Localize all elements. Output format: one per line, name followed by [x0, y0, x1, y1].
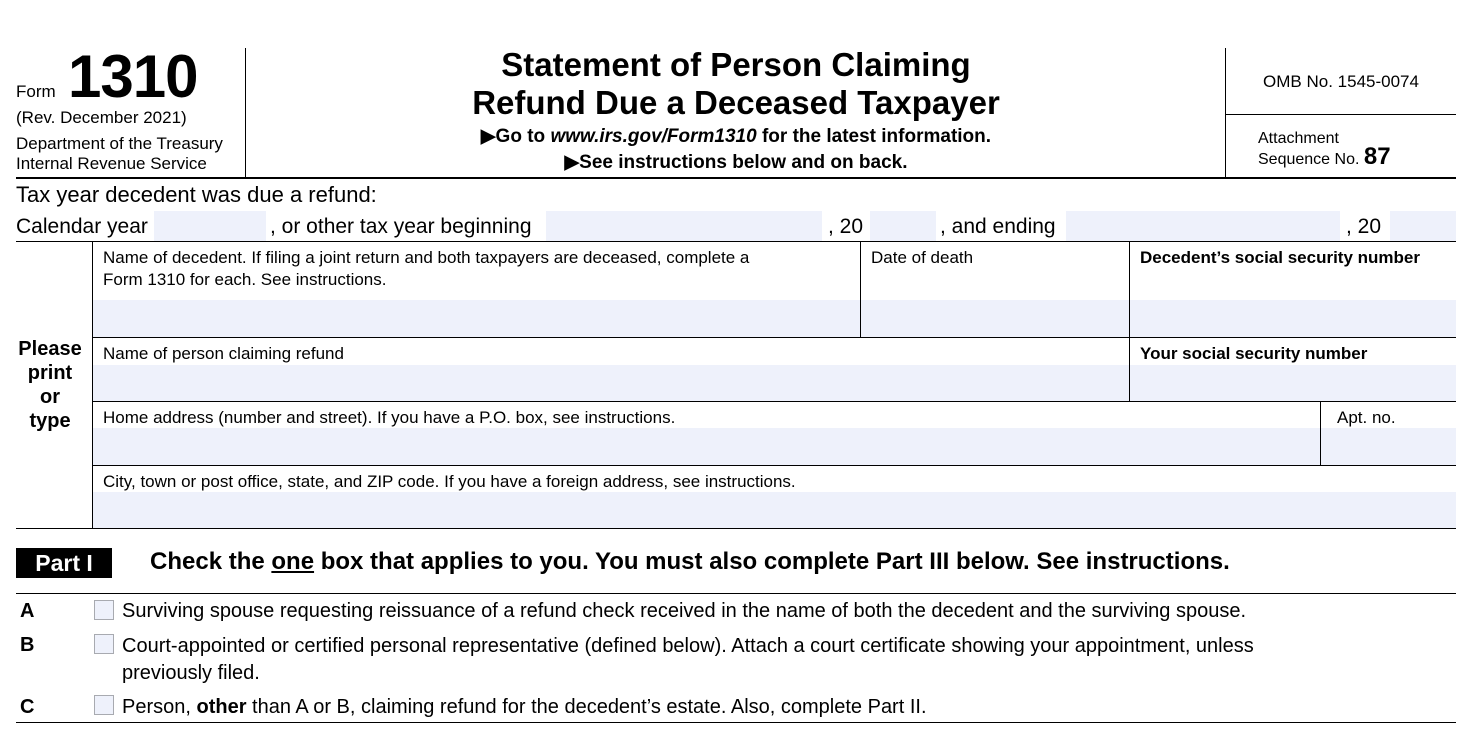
form-revision: (Rev. December 2021): [16, 108, 187, 127]
option-c-text-after: than A or B, claiming refund for the decedent’s estate. Also, complete Part II.: [246, 696, 927, 718]
option-a-text: Surviving spouse requesting reissuance of a refund check received in the name of both the decedent and the surviving spouse.: [122, 600, 1247, 622]
part1-instr-underlined: one: [271, 548, 315, 575]
department-name: Department of the Treasury: [16, 134, 223, 153]
attachment-block: [1258, 130, 1456, 169]
apt-no-label: Apt. no.: [1337, 408, 1396, 427]
option-a-letter: A: [20, 600, 35, 622]
header-divider-left: [245, 48, 246, 178]
other-tax-year-beginning-label: , or other tax year beginning: [270, 215, 532, 238]
attachment-label: Attachment: [1258, 130, 1339, 147]
form-title-block: [250, 46, 1222, 176]
tax-year-heading: Tax year decedent was due a refund:: [16, 182, 377, 207]
form-number: 1310: [68, 43, 198, 110]
part1-bottom-rule: [16, 722, 1456, 723]
side-label-line1: Please: [18, 338, 82, 360]
form-title-line1: Statement of Person Claiming: [501, 46, 971, 83]
apt-no-field[interactable]: [1321, 428, 1456, 465]
comma-20-label-b: , 20: [1346, 215, 1382, 238]
city-state-zip-label: City, town or post office, state, and ZIP code. If you have a foreign address, see instructions.: [103, 472, 796, 491]
and-ending-label: , and ending: [940, 215, 1056, 238]
goto-prefix: Go to: [495, 126, 551, 147]
part1-instr-after: box that applies to you. You must also complete Part III below. See instructions.: [314, 548, 1230, 575]
see-instructions-line: [250, 150, 1222, 176]
right-triangle-icon: ▶: [564, 152, 580, 173]
sequence-row: [1258, 143, 1456, 170]
part1-instr-before: Check the: [150, 548, 272, 575]
option-b-text-line1: Court-appointed or certified personal representative (defined below). Attach a court certificate showing your appointment, unless: [122, 635, 1254, 657]
date-of-death-field[interactable]: [861, 300, 1129, 337]
home-address-label: Home address (number and street). If you have a P.O. box, see instructions.: [103, 408, 676, 427]
row1-bottom-rule: [93, 337, 1456, 338]
see-instructions-text: See instructions below and on back.: [579, 152, 908, 173]
goto-url[interactable]: www.irs.gov/Form1310: [550, 126, 757, 147]
option-c-text-bold: other: [196, 696, 247, 718]
service-name: Internal Revenue Service: [16, 154, 207, 173]
decedent-ssn-label: Decedent’s social security number: [1140, 248, 1420, 267]
sequence-label: Sequence No.: [1258, 151, 1360, 168]
form-id-block: [16, 44, 244, 178]
option-b-text-line2: previously filed.: [122, 662, 260, 684]
option-a-checkbox[interactable]: [94, 600, 114, 620]
decedent-name-field[interactable]: [93, 300, 860, 337]
claimant-name-label: Name of person claiming refund: [103, 344, 344, 363]
home-address-field[interactable]: [93, 428, 1320, 465]
tax-year-beginning-input[interactable]: [546, 211, 822, 241]
omb-number: OMB No. 1545-0074: [1263, 72, 1419, 91]
claimant-name-field[interactable]: [93, 365, 1129, 401]
form-word: Form: [16, 82, 56, 101]
option-c-text: [122, 694, 927, 720]
comma-20-label-a: , 20: [828, 215, 864, 238]
tax-year-ending-input[interactable]: [1066, 211, 1340, 241]
row3-bottom-rule: [93, 465, 1456, 466]
decedent-ssn-field[interactable]: [1130, 300, 1456, 337]
decedent-name-label-line1: Name of decedent. If filing a joint return and both taxpayers are deceased, complete a: [103, 248, 750, 267]
please-print-or-type: [16, 337, 84, 433]
date-of-death-label: Date of death: [871, 248, 974, 267]
option-b-checkbox[interactable]: [94, 634, 114, 654]
print-block-bottom-rule: [16, 528, 1456, 529]
omb-divider: [1226, 114, 1456, 115]
tax-year-beginning-year-input[interactable]: [870, 211, 936, 241]
calendar-year-input[interactable]: [154, 211, 266, 241]
calendar-year-label: Calendar year: [16, 215, 148, 238]
option-c-text-before: Person,: [122, 696, 197, 718]
side-label-line4: type: [29, 410, 71, 432]
option-c-checkbox[interactable]: [94, 695, 114, 715]
city-state-zip-field[interactable]: [93, 492, 1456, 528]
tax-year-bottom-rule: [16, 241, 1456, 242]
goto-line: [250, 124, 1222, 150]
row2-bottom-rule: [93, 401, 1456, 402]
goto-suffix: for the latest information.: [756, 126, 992, 147]
side-label-line3: or: [40, 386, 60, 408]
option-b-letter: B: [20, 634, 35, 656]
part1-header-rule: [16, 593, 1456, 594]
your-ssn-label: Your social security number: [1140, 344, 1368, 363]
header-divider-right: [1225, 48, 1226, 178]
decedent-name-label-line2: Form 1310 for each. See instructions.: [103, 270, 387, 289]
part1-badge: Part I: [16, 548, 112, 578]
part1-instructions: [150, 547, 1230, 577]
your-ssn-field[interactable]: [1130, 365, 1456, 401]
form-title-line2: Refund Due a Deceased Taxpayer: [472, 84, 1000, 121]
right-triangle-icon: ▶: [480, 126, 496, 147]
side-label-line2: print: [27, 362, 73, 384]
sequence-number: 87: [1363, 143, 1391, 170]
header-bottom-rule: [16, 177, 1456, 179]
option-c-letter: C: [20, 696, 35, 718]
tax-year-ending-year-input[interactable]: [1390, 211, 1456, 241]
